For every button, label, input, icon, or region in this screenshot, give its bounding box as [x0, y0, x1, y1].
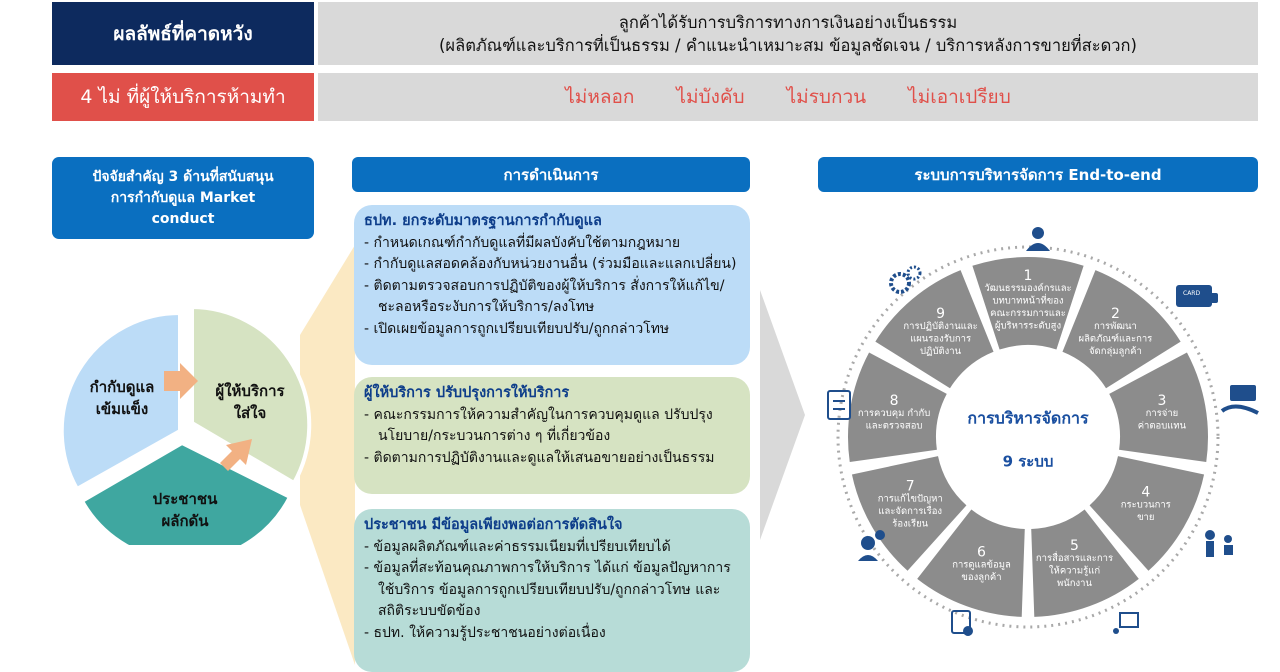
wheel-segment-label: การจ่าย	[1145, 407, 1179, 419]
wheel-segment-number: 2	[1110, 306, 1120, 323]
wheel-segment-number: 8	[889, 392, 899, 409]
wheel-segment-label: คณะกรรมการและ	[990, 308, 1066, 319]
wheel-segment-label: การดูแลข้อมูล	[952, 559, 1011, 571]
pie-label-supervision-line1: กำกับดูแล	[89, 378, 155, 396]
wheel-segment-label: การควบคุม กำกับ	[857, 407, 931, 419]
factors-header-line3: conduct	[151, 210, 215, 227]
manager-icon	[1032, 227, 1044, 239]
box-item: - เปิดเผยข้อมูลการถูกเปรียบเทียบปรับ/ถูกกล่าวโทษ	[364, 320, 670, 337]
sales-people-icon	[1205, 530, 1215, 540]
wheel-segment-label: ให้ความรู้แก่	[1048, 565, 1101, 577]
data-lock-icon	[963, 626, 973, 636]
sales-person-body-icon	[1206, 541, 1214, 557]
prohibition-item: ไม่รบกวน	[786, 86, 867, 108]
wheel-segment-label: ผลิตภัณฑ์และการ	[1078, 333, 1153, 345]
complaint-badge-icon	[875, 530, 885, 540]
prohibition-item: ไม่บังคับ	[676, 86, 745, 108]
wheel-segment-label: แผนรองรับการ	[910, 333, 972, 345]
sales-customer-icon	[1224, 535, 1232, 543]
pie-label-supervision-line2: เข้มแข็ง	[95, 400, 149, 418]
box-title: ธปท. ยกระดับมาตรฐานการกำกับดูแล	[364, 213, 602, 229]
prohibitions-list	[318, 73, 1258, 121]
gear-small-icon	[908, 267, 920, 279]
wheel-segment-number: 3	[1157, 392, 1167, 409]
manager-body-icon	[1026, 243, 1050, 251]
wheel-segment-label: การสื่อสารและการ	[1035, 553, 1114, 565]
payment-icon	[1230, 385, 1256, 401]
operations-box-public	[354, 509, 750, 672]
wheel-segment-label: จัดกลุ่มลูกค้า	[1088, 346, 1142, 358]
wheel-segment-label: วัฒนธรรมองค์กรและ	[984, 283, 1072, 294]
factors-header-line1: ปัจจัยสำคัญ 3 ด้านที่สนับสนุน	[92, 168, 274, 185]
wheel-segment-label: ขาย	[1137, 512, 1155, 523]
wheel-segment-label: การพัฒนา	[1093, 321, 1137, 333]
system-header: ระบบการบริหารจัดการ End-to-end	[818, 157, 1258, 192]
wheel-segment-label: กระบวนการ	[1120, 499, 1171, 511]
pie-label-provider-line2: ใส่ใจ	[233, 404, 267, 422]
wheel-segment-label: และตรวจสอบ	[865, 420, 923, 432]
wheel-segment-label: พนักงาน	[1057, 578, 1093, 590]
wheel-segment-number: 5	[1070, 538, 1079, 555]
operations-box-provider	[354, 377, 750, 494]
training-board-icon	[1120, 613, 1138, 627]
wheel-segment-label: ค่าตอบแทน	[1137, 420, 1187, 432]
payment-hand-icon	[1222, 406, 1258, 413]
expected-outcome-text	[318, 2, 1258, 65]
complaint-person-icon	[861, 536, 875, 550]
box-title: ประชาชน มีข้อมูลเพียงพอต่อการตัดสินใจ	[364, 517, 623, 533]
training-person-icon	[1113, 628, 1119, 634]
pie-label-provider	[198, 380, 302, 424]
flow-arrow-shape	[760, 290, 810, 540]
wheel-segment-label: การแก้ไขปัญหา	[877, 493, 943, 505]
box-item: - กำหนดเกณฑ์กำกับดูแลที่มีผลบังคับใช้ตามกฎหมาย	[364, 234, 681, 251]
gear-icon	[891, 274, 909, 292]
card-reader-icon	[1206, 293, 1218, 303]
wheel-center	[942, 351, 1114, 523]
pie-label-provider-line1: ผู้ให้บริการ	[215, 382, 285, 400]
pie-label-public	[120, 488, 250, 532]
box-item: - ธปท. ให้ความรู้ประชาชนอย่างต่อเนื่อง	[364, 624, 606, 641]
wheel-segment-number: 4	[1141, 484, 1151, 501]
box-item: - ข้อมูลผลิตภัณฑ์และค่าธรรมเนียมที่เปรียบเทียบได้	[364, 538, 671, 555]
operations-box-bot	[354, 205, 750, 365]
wheel-segment-label: การปฏิบัติงานและ	[903, 321, 978, 333]
wheel-segment-label: บทบาทหน้าที่ของ	[992, 295, 1064, 307]
prohibitions-label: 4 ไม่ ที่ผู้ให้บริการห้ามทำ	[52, 73, 314, 121]
prohibition-item: ไม่หลอก	[565, 86, 635, 108]
wheel-segment-label: ของลูกค้า	[961, 571, 1002, 583]
wheel-segment-label: ผู้บริหารระดับสูง	[994, 320, 1062, 332]
checklist-icon	[828, 391, 850, 419]
box-item: - คณะกรรมการให้ความสำคัญในการควบคุมดูแล ปรับปรุงนโยบาย/กระบวนการต่าง ๆ ที่เกี่ยวข้อง	[364, 406, 713, 444]
wheel-segment-label: ร้องเรียน	[892, 518, 929, 530]
flow-arrow	[760, 290, 805, 540]
box-item: - ข้อมูลที่สะท้อนคุณภาพการให้บริการ ได้แก่ ข้อมูลปัญหาการใช้บริการ ข้อมูลการถูกเปรียบเทียบปรับ/ถูกกล่าวโทษ และสถิติระบบขัดข้อง	[364, 560, 731, 619]
expected-outcome-line1: ลูกค้าได้รับการบริการทางการเงินอย่างเป็นธรรม	[618, 12, 958, 32]
system-wheel	[820, 215, 1260, 672]
complaint-body-icon	[858, 555, 878, 561]
box-item: - ติดตามตรวจสอบการปฏิบัติของผู้ให้บริการ สั่งการให้แก้ไข/ชะลอหรือระงับการให้บริการ/ลงโทษ	[364, 277, 725, 315]
box-item: - ติดตามการปฏิบัติงานและดูแลให้เสนอขายอย่างเป็นธรรม	[364, 449, 715, 466]
wheel-segment-label: ปฏิบัติงาน	[920, 346, 962, 358]
pie-label-supervision	[62, 376, 182, 420]
wheel-segment-label: และจัดการเรื่อง	[878, 505, 943, 517]
card-icon-text: CARD	[1183, 290, 1201, 297]
wheel-segment-number: 9	[936, 306, 946, 323]
prohibition-item: ไม่เอาเปรียบ	[908, 86, 1011, 108]
expected-outcome-label: ผลลัพธ์ที่คาดหวัง	[52, 2, 314, 65]
wheel-center-subtitle: 9 ระบบ	[1002, 452, 1054, 471]
box-title: ผู้ให้บริการ ปรับปรุงการให้บริการ	[364, 385, 570, 401]
sales-customer-body-icon	[1224, 545, 1233, 555]
wheel-center-title: การบริหารจัดการ	[967, 408, 1089, 428]
wheel-segment-number: 7	[905, 478, 915, 495]
expected-outcome-line2: (ผลิตภัณฑ์และบริการที่เป็นธรรม / คำแนะนำเหมาะสม ข้อมูลชัดเจน / บริการหลังการขายที่สะดวก)	[439, 35, 1137, 55]
box-item: - กำกับดูแลสอดคล้องกับหน่วยงานอื่น (ร่วมมือและแลกเปลี่ยน)	[364, 256, 737, 272]
operations-header: การดำเนินการ	[352, 157, 750, 192]
pie-label-public-line1: ประชาชน	[152, 490, 218, 508]
pie-label-public-line2: ผลักดัน	[161, 512, 209, 530]
factors-header-line2: การกำกับดูแล Market	[110, 189, 256, 206]
wheel-segment-number: 6	[977, 544, 986, 561]
wheel-segment-number: 1	[1023, 268, 1033, 284]
